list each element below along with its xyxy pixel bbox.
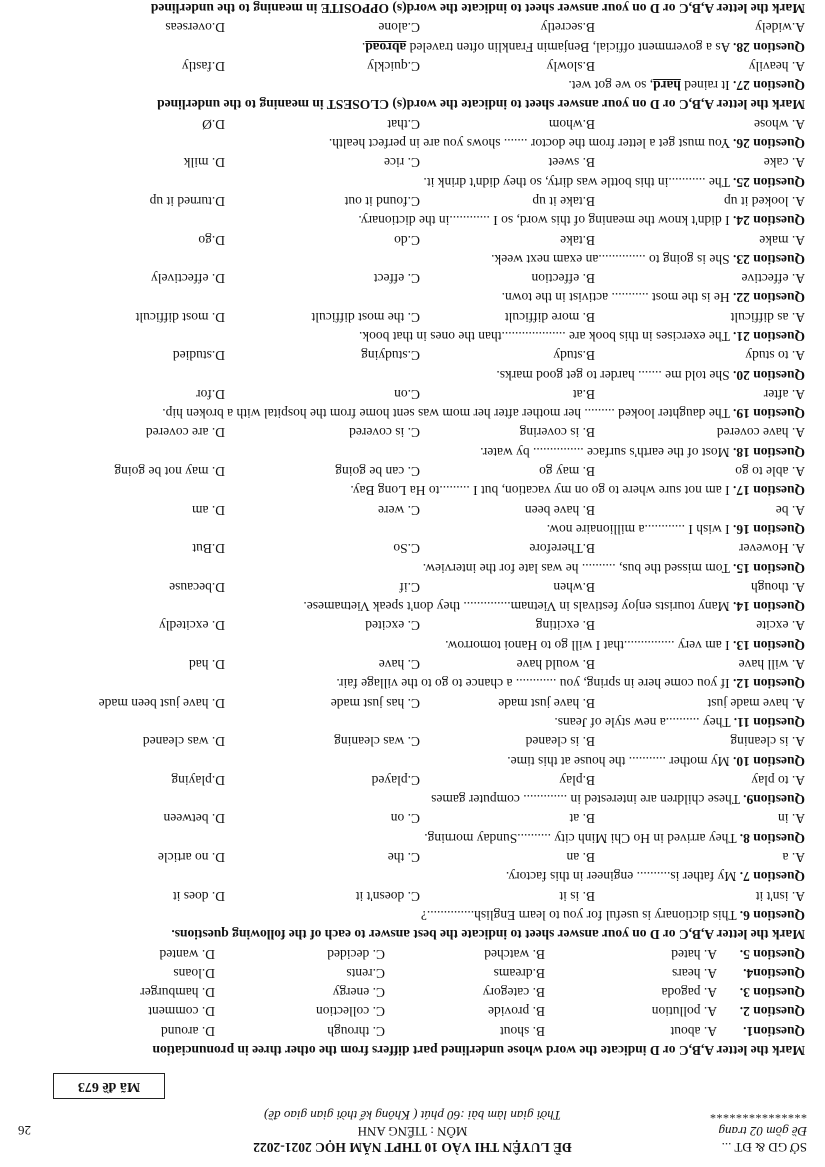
answer-option-b: B. would have — [516, 657, 595, 673]
answer-option-c: C. rice — [384, 155, 420, 171]
answer-option-c: C.that — [387, 116, 420, 132]
question-number: Question 18. — [732, 444, 805, 460]
question-number: Question 25. — [732, 174, 805, 190]
answer-option-b: B. have just made — [498, 695, 595, 711]
options-line — [20, 462, 805, 481]
question-stem: This dictionary is useful for you to learn English..............? — [420, 907, 737, 923]
options-line — [20, 18, 805, 37]
question-stem-line — [20, 558, 805, 577]
question-stem-line — [20, 906, 805, 925]
question-stem-pre: As a government official, Benjamin Franklin often traveled — [406, 39, 731, 55]
question-number: Question 7. — [739, 869, 805, 885]
answer-option-b: B.when — [553, 579, 595, 595]
pages-note: Đề gồm 02 trang — [718, 1124, 807, 1139]
answer-option-b: B.dreams — [493, 965, 545, 981]
answer-option-a: A. pollution — [651, 1004, 717, 1020]
answer-option-b: B. have been — [524, 502, 595, 518]
question-stem-line — [20, 172, 805, 191]
answer-option-c: C.played — [371, 772, 420, 788]
question-number: Question9. — [743, 792, 805, 808]
question-stem-line — [20, 250, 805, 269]
answer-option-d: D. had — [189, 657, 225, 673]
answer-option-a: A. a — [782, 850, 805, 866]
question-number: Question 12. — [732, 676, 805, 692]
answer-option-d: D.But — [192, 541, 225, 557]
answer-option-b: B.at — [572, 386, 595, 402]
answer-option-d: D. milk — [183, 155, 225, 171]
answer-option-c: C. energy — [332, 985, 385, 1001]
question-number: Question4. — [743, 965, 805, 981]
exam-header — [0, 1047, 825, 1167]
answer-option-c: C. can be going — [335, 464, 420, 480]
answer-option-c: C.rents — [346, 965, 385, 981]
question-number: Question 15. — [732, 560, 805, 576]
question-stem-line — [20, 828, 805, 847]
question-stem-underlined: abroad — [365, 39, 407, 55]
answer-option-b: B. is cleaned — [525, 734, 595, 750]
question-number: Question 24. — [732, 213, 805, 229]
question-number: Question 14. — [732, 599, 805, 615]
answer-option-b: B. provide — [488, 1004, 545, 1020]
answer-option-c: C. the most difficult — [311, 309, 420, 325]
question-stem-pre: It rained — [680, 78, 730, 94]
question-stem-underlined: hard — [653, 78, 681, 94]
question-number: Question1. — [743, 1023, 805, 1039]
options-line — [20, 809, 805, 828]
answer-option-b: B.Therefore — [529, 541, 595, 557]
question-stem-line — [20, 751, 805, 770]
answer-option-c: C. on — [390, 811, 420, 827]
answer-option-d: D. around — [161, 1023, 215, 1039]
answer-option-a: A. in — [778, 811, 805, 827]
answer-option-d: D. does it — [172, 888, 225, 904]
answer-option-d: D. no article — [157, 850, 225, 866]
answer-option-c: C.So — [393, 541, 420, 557]
answer-option-d: D.overseas — [165, 20, 225, 36]
answer-option-c: C.do — [394, 232, 420, 248]
options-line — [20, 346, 805, 365]
question-stem-line — [20, 76, 805, 95]
options-line — [20, 500, 805, 519]
question-stem-line — [20, 520, 805, 539]
options-line — [20, 385, 805, 404]
options-line — [20, 616, 805, 635]
question-number: Question 11. — [733, 714, 805, 730]
answer-option-a: A. cake — [763, 155, 805, 171]
question-stem: My father is.......... engineer in this factory. — [505, 869, 737, 885]
answer-option-d: D.for — [196, 386, 225, 402]
question-number: Question 21. — [732, 329, 805, 345]
answer-option-a: A. as difficult — [730, 309, 805, 325]
options-line — [20, 693, 805, 712]
question-stem: The daughter looked ......... her mother after her mom was sent home from the hospital with a broken hip. — [162, 406, 730, 422]
answer-option-a: A. about — [670, 1023, 717, 1039]
answer-option-d: D. hamburger — [140, 985, 215, 1001]
answer-option-c: C. collection — [316, 1004, 385, 1020]
answer-option-d: D. are covered — [145, 425, 225, 441]
options-line — [20, 1002, 805, 1021]
answer-option-c: C. excited — [365, 618, 420, 634]
school-label: SỞ GD & ĐT ... — [721, 1140, 807, 1155]
answer-option-b: B.study — [553, 348, 595, 364]
question-stem-line — [20, 481, 805, 500]
answer-option-a: A. be — [775, 502, 805, 518]
answer-option-c: C.alone — [378, 20, 420, 36]
answer-option-c: C. effect — [373, 271, 420, 287]
question-number: Question 26. — [732, 136, 805, 152]
answer-option-b: B. more difficult — [504, 309, 595, 325]
question-stem: I wish I ............a millionaire now. — [546, 521, 730, 537]
instruction-line: Mark the letter A,B,C or D on your answer sheet to indicate the word(s) OPPOSITE in meaning to the underlined — [150, 0, 805, 16]
answer-option-b: B.take it up — [532, 193, 595, 209]
options-line — [20, 944, 805, 963]
answer-option-a: A.widely — [755, 20, 805, 36]
answer-option-b: B.play — [559, 772, 595, 788]
options-line — [20, 114, 805, 133]
options-line — [20, 57, 805, 76]
answer-option-d: D.fastly — [181, 58, 225, 74]
question-stem: The exercises in this book are ...................than the ones in that book. — [359, 329, 730, 345]
answer-option-c: C.quickly — [367, 58, 420, 74]
options-line — [20, 655, 805, 674]
question-number: Question 13. — [732, 637, 805, 653]
question-stem-line — [20, 443, 805, 462]
question-stem: Tom missed the bus, .......... he was late for the interview. — [422, 560, 730, 576]
question-number: Question 22. — [732, 290, 805, 306]
question-stem-line — [20, 211, 805, 230]
exam-title: ĐỀ LUYỆN THI VÀO 10 THPT NĂM HỌC 2021-2022 — [253, 1140, 572, 1155]
options-line — [20, 269, 805, 288]
answer-option-d: D. most difficult — [135, 309, 225, 325]
answer-option-a: A. However — [739, 541, 805, 557]
question-stem-line — [20, 134, 805, 153]
question-number: Question 2. — [739, 1004, 805, 1020]
answer-option-d: D. have just been made — [98, 695, 225, 711]
answer-option-a: A. have made just — [707, 695, 805, 711]
answer-option-d: D.Ø — [202, 116, 225, 132]
answer-option-b: B. is it — [559, 888, 595, 904]
page-number: 26 — [18, 1123, 31, 1138]
answer-option-c: C. through — [327, 1023, 385, 1039]
answer-option-d: D. wanted — [159, 946, 215, 962]
answer-option-b: B.whom — [548, 116, 595, 132]
question-number: Question 19. — [732, 406, 805, 422]
answer-option-c: C.on — [394, 386, 420, 402]
question-number: Question 10. — [732, 753, 805, 769]
options-line — [20, 192, 805, 211]
answer-option-b: B. may go — [539, 464, 595, 480]
answer-option-c: C.if — [399, 579, 420, 595]
answer-option-a: A. effective — [741, 271, 805, 287]
question-number: Question 3. — [739, 985, 805, 1001]
question-stem: They arrived in Ho Chi Minh city ..........Sunday morning. — [424, 830, 737, 846]
answer-option-a: A. able to go — [735, 464, 805, 480]
question-stem: The ...........in this bottle was dirty, so they didn't drink it. — [423, 174, 730, 190]
answer-option-b: B.slowly — [546, 58, 595, 74]
answer-option-c: C. have — [378, 657, 420, 673]
answer-option-a: A. after — [763, 386, 805, 402]
answer-option-d: D.loans — [173, 965, 215, 981]
options-line — [20, 848, 805, 867]
question-stem: She told me ....... harder to get good marks. — [496, 367, 730, 383]
question-stem: Many tourists enjoy festivals in Vietnam.............. they don't speak Vietnamese. — [303, 599, 730, 615]
answer-option-d: D. was cleaned — [142, 734, 225, 750]
answer-option-a: A. isn't it — [755, 888, 805, 904]
question-stem: If you come here in spring, you ............ a chance to go to the village fair. — [336, 676, 730, 692]
exam-subject: MÔN : TIẾNG ANH — [357, 1124, 468, 1139]
options-line — [20, 578, 805, 597]
answer-option-c: C. has just made — [330, 695, 420, 711]
answer-option-a: A. whose — [754, 116, 805, 132]
answer-option-a: A. heavily — [748, 58, 805, 74]
question-stem: He is the most ........... activist in the town. — [501, 290, 730, 306]
answer-option-c: C. is covered — [349, 425, 420, 441]
answer-option-c: C. the — [387, 850, 420, 866]
answer-option-d: D. comment — [148, 1004, 215, 1020]
question-number: Question 20. — [732, 367, 805, 383]
question-stem-line — [20, 790, 805, 809]
answer-option-a: A. excite — [756, 618, 805, 634]
answer-option-d: D. am — [192, 502, 225, 518]
answer-option-b: B. sweet — [548, 155, 595, 171]
answer-option-b: B. is covering — [519, 425, 595, 441]
answer-option-b: B. shout — [499, 1023, 545, 1039]
question-stem: I didn't know the meaning of this word, so I ............in the dictionary. — [358, 213, 730, 229]
question-number: Question 23. — [732, 251, 805, 267]
answer-option-b: B.take — [560, 232, 595, 248]
answer-option-c: C. decided — [327, 946, 385, 962]
question-stem: I am very ...............that I will go to Hanoi tomorrow. — [445, 637, 730, 653]
question-list — [20, 0, 805, 1060]
answer-option-c: C. was cleaning — [334, 734, 420, 750]
answer-option-a: A. have covered — [716, 425, 805, 441]
answer-option-c: C. were — [378, 502, 420, 518]
question-stem: Most of the earth's surface ............... by water. — [480, 444, 730, 460]
question-stem-line — [20, 327, 805, 346]
question-stem-line — [20, 597, 805, 616]
options-line — [20, 771, 805, 790]
question-number: Question 27. — [732, 78, 805, 94]
question-stem-line — [20, 713, 805, 732]
question-stem: I am not sure where to go on my vacation, but I .........to Ha Long Bay. — [350, 483, 730, 499]
answer-option-b: B.secretly — [540, 20, 595, 36]
question-stem-line — [20, 365, 805, 384]
instruction-line: Mark the letter A,B,C or D on your answer sheet to indicate the word(s) CLOSEST in meaning to the underlined — [157, 97, 805, 113]
options-line — [20, 732, 805, 751]
question-stem: You must get a letter from the doctor ....... shows you are in perfect health. — [328, 136, 731, 152]
question-stem-line — [20, 404, 805, 423]
options-line — [20, 153, 805, 172]
question-number: Question 8. — [739, 830, 805, 846]
answer-option-a: A. hated — [671, 946, 717, 962]
answer-option-b: B. exciting — [535, 618, 595, 634]
instruction-line: Mark the letter A,B,C or D indicate the word whose underlined part differs from the other three in pronunciation — [152, 1043, 805, 1058]
question-stem-line — [20, 635, 805, 654]
header-center-block — [150, 1107, 675, 1155]
options-line — [20, 423, 805, 442]
header-left-block — [710, 1107, 808, 1155]
question-number: Question 17. — [732, 483, 805, 499]
answer-option-b: B. effection — [531, 271, 595, 287]
answer-option-d: D. excitedly — [159, 618, 225, 634]
answer-option-a: A. looked it up — [724, 193, 805, 209]
answer-option-a: A. to play — [751, 772, 805, 788]
instruction-line: Mark the letter A,B,C or D on your answer sheet to indicate the best answer to each of the following questions. — [171, 927, 805, 943]
answer-option-b: B. watched — [484, 946, 545, 962]
question-number: Question 16. — [732, 521, 805, 537]
question-stem-post: . — [361, 39, 366, 55]
answer-option-c: C.studying — [361, 348, 420, 364]
options-line — [20, 983, 805, 1002]
options-line — [20, 964, 805, 983]
answer-option-a: A. to study — [745, 348, 805, 364]
question-number: Question 5. — [739, 946, 805, 962]
exam-code-box: Mã đề 673 — [53, 1073, 165, 1099]
question-stem-post: , so we got wet. — [568, 78, 654, 94]
answer-option-a: A. hears — [672, 965, 717, 981]
exam-time: Thời gian làm bài :60 phút ( Không kể thời gian giao đề) — [264, 1108, 561, 1123]
answer-option-d: D.because — [169, 579, 225, 595]
answer-option-b: B. an — [566, 850, 595, 866]
answer-option-b: B. category — [482, 985, 545, 1001]
answer-option-d: D.turned it up — [149, 193, 225, 209]
question-stem: They ..........a new style of Jeans. — [554, 714, 731, 730]
question-stem: These children are interested in ............. computer games — [431, 792, 740, 808]
question-stem-line — [20, 674, 805, 693]
options-line — [20, 1021, 805, 1040]
answer-option-d: D.studied — [172, 348, 225, 364]
question-number: Question 6. — [739, 907, 805, 923]
options-line — [20, 307, 805, 326]
options-line — [20, 886, 805, 905]
question-stem-line — [20, 37, 805, 56]
question-stem: She is going to ..............an exam next week. — [491, 251, 730, 267]
answer-option-d: D. may not be going — [114, 464, 225, 480]
options-line — [20, 230, 805, 249]
answer-option-a: A. pagoda — [661, 985, 717, 1001]
answer-option-a: A. though — [751, 579, 805, 595]
answer-option-c: C.found it out — [344, 193, 420, 209]
question-number: Question 28. — [732, 39, 805, 55]
answer-option-d: D. between — [163, 811, 225, 827]
answer-option-b: B. at — [569, 811, 595, 827]
answer-option-c: C. doesn't it — [355, 888, 420, 904]
stars-divider: *************** — [709, 1108, 807, 1122]
answer-option-a: A. make — [759, 232, 805, 248]
answer-option-d: D.go — [198, 232, 225, 248]
answer-option-d: D. effectively — [151, 271, 225, 287]
options-line — [20, 539, 805, 558]
answer-option-a: A. will have — [738, 657, 805, 673]
question-stem: My mother ........... the house at this time. — [507, 753, 730, 769]
answer-option-d: D.playing — [171, 772, 225, 788]
answer-option-a: A. is cleaning — [730, 734, 805, 750]
question-stem-line — [20, 288, 805, 307]
question-stem-line — [20, 867, 805, 886]
